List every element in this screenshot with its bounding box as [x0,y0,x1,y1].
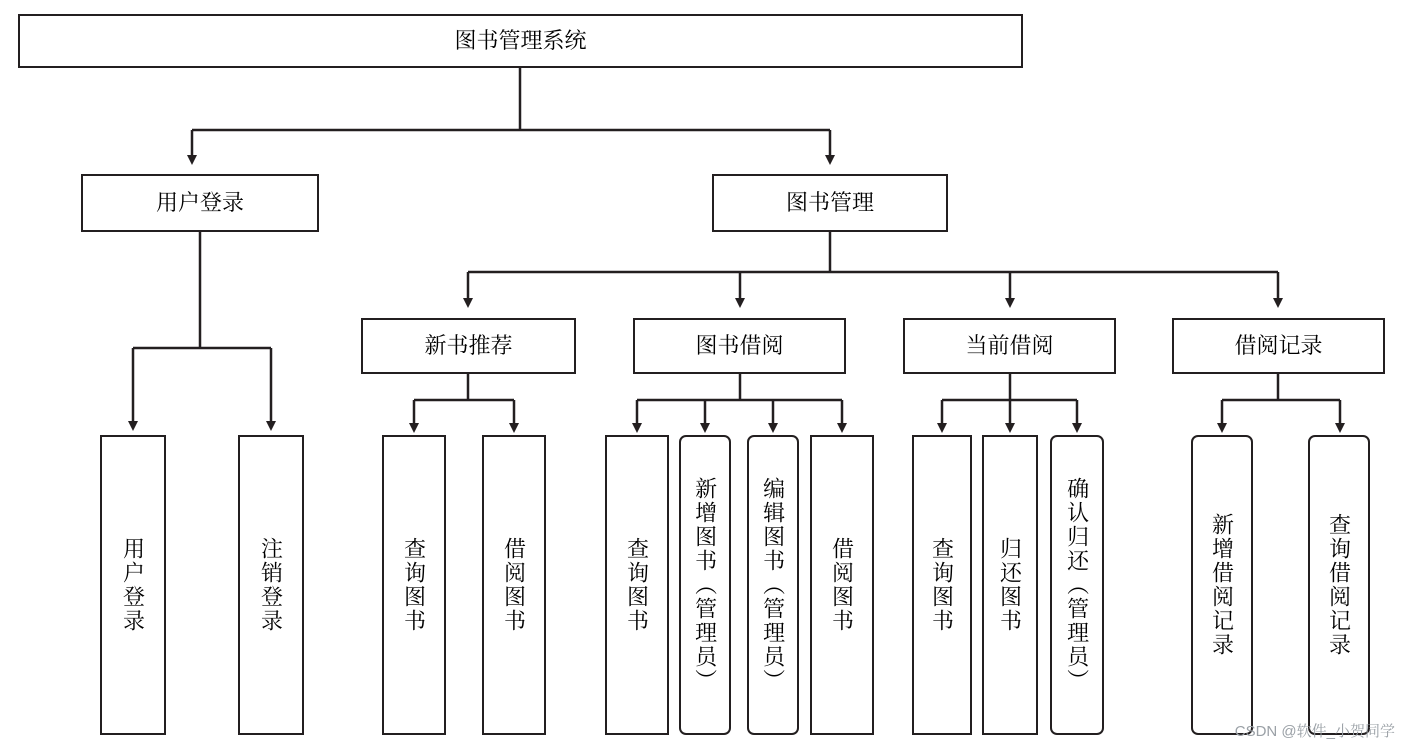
node-root-label: 图书管理系统 [454,28,587,54]
leaf-label: 归还图书 [997,537,1023,633]
leaf-current-confirm-return[interactable] [1050,435,1104,735]
leaf-label: 查询图书 [929,537,955,633]
node-borrow-records-label: 借阅记录 [1234,333,1323,359]
node-book-management-label: 图书管理 [785,190,874,216]
leaf-borrow-edit-book[interactable] [747,435,799,735]
node-new-book-recommend-label: 新书推荐 [424,333,513,359]
leaf-new-book-query[interactable] [382,435,446,735]
node-new-book-recommend[interactable] [361,318,576,374]
leaf-records-add[interactable] [1191,435,1253,735]
node-root[interactable] [18,14,1023,68]
leaf-label: 用户登录 [120,537,146,633]
leaf-borrow-add-book[interactable] [679,435,731,735]
leaf-label: 确认归还（管理员） [1064,477,1090,693]
node-current-borrow[interactable] [903,318,1116,374]
leaf-user-login-logout[interactable] [238,435,304,735]
node-book-borrow[interactable] [633,318,846,374]
leaf-current-return[interactable] [982,435,1038,735]
node-user-login[interactable] [81,174,319,232]
leaf-label: 查询图书 [624,537,650,633]
leaf-user-login-login[interactable] [100,435,166,735]
leaf-new-book-borrow[interactable] [482,435,546,735]
leaf-label: 注销登录 [258,537,284,633]
leaf-label: 借阅图书 [501,537,527,633]
leaf-label: 查询借阅记录 [1326,513,1352,657]
node-book-management[interactable] [712,174,948,232]
leaf-label: 编辑图书（管理员） [760,477,786,693]
leaf-label: 新增图书（管理员） [692,477,718,693]
leaf-borrow-borrow-book[interactable] [810,435,874,735]
node-current-borrow-label: 当前借阅 [965,333,1054,359]
leaf-records-query[interactable] [1308,435,1370,735]
node-user-login-label: 用户登录 [155,190,244,216]
leaf-label: 新增借阅记录 [1209,513,1235,657]
leaf-current-query[interactable] [912,435,972,735]
watermark: CSDN @软件_小贺同学 [1234,723,1395,740]
node-borrow-records[interactable] [1172,318,1385,374]
leaf-borrow-query[interactable] [605,435,669,735]
leaf-label: 借阅图书 [829,537,855,633]
leaf-label: 查询图书 [401,537,427,633]
node-book-borrow-label: 图书借阅 [695,333,784,359]
